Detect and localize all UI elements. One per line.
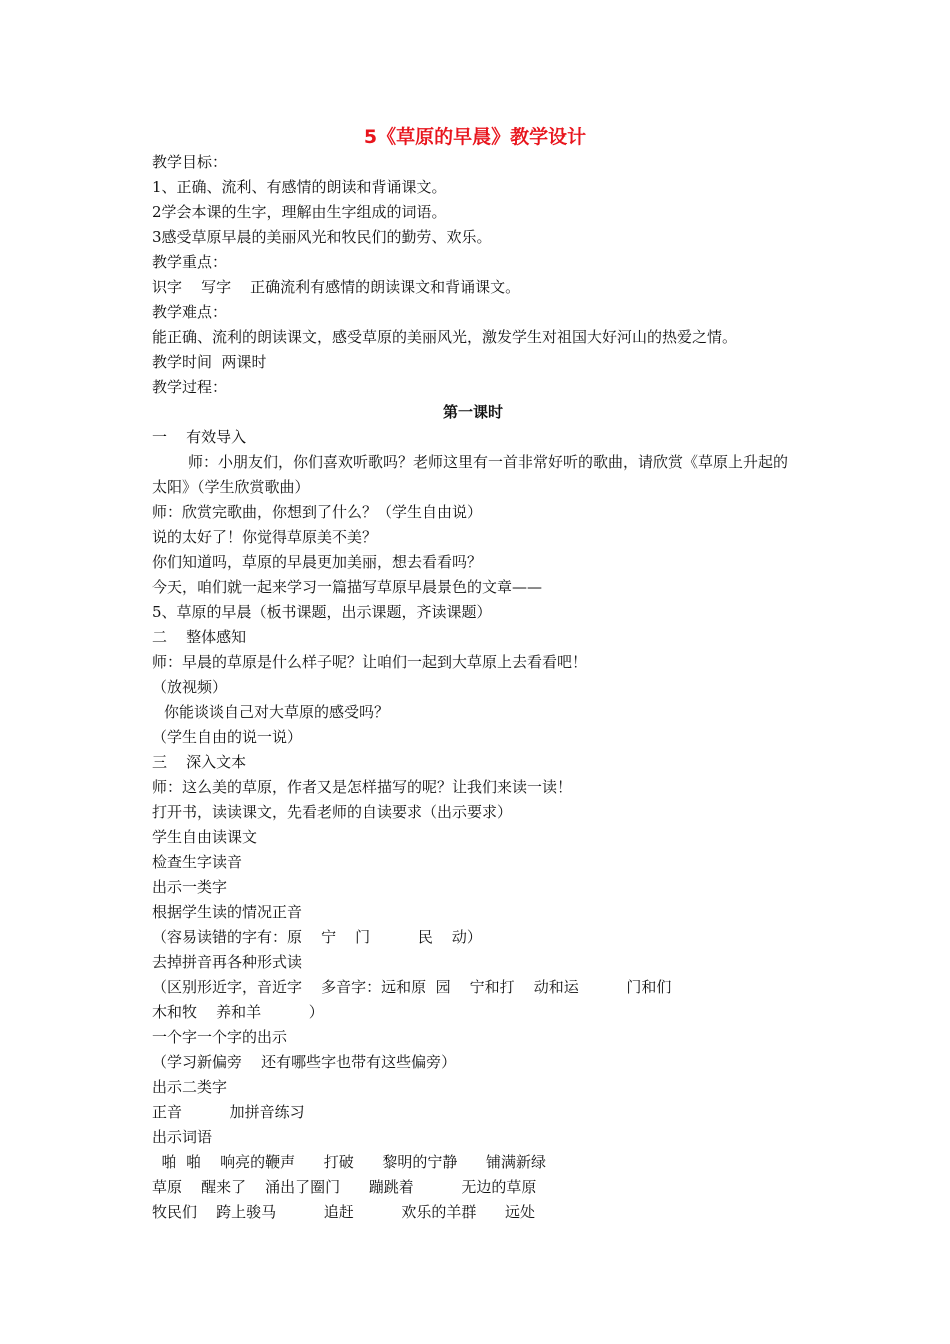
text-line: 木和牧 养和羊 ） [152,1003,324,1021]
text-line: 检查生字读音 [152,853,243,871]
text-line: 出示二类字 [152,1078,228,1096]
text-line: （学习新偏旁 还有哪些字也带有这些偏旁） [152,1053,457,1071]
text-line: 教学难点： [152,303,228,321]
text-line: 教学时间 两课时 [152,353,267,371]
text-line: 学生自由读课文 [152,828,258,846]
text-line: 打开书，读读课文，先看老师的自读要求（出示要求） [152,803,513,821]
text-line: 说的太好了！你觉得草原美不美？ [152,528,378,546]
document-title: 5《草原的早晨》教学设计 [363,126,587,148]
text-line: 太阳》（学生欣赏歌曲） [152,478,310,496]
text-line: 教学重点： [152,253,228,271]
text-line: 你们知道吗，草原的早晨更加美丽，想去看看吗？ [152,553,483,571]
text-line: 三 深入文本 [152,753,247,771]
text-line: 根据学生读的情况正音 [152,903,303,921]
text-line: 师：早晨的草原是什么样子呢？让咱们一起到大草原上去看看吧！ [152,653,588,671]
text-line: 出示词语 [152,1128,213,1146]
text-line: 师：这么美的草原，作者又是怎样描写的呢？让我们来读一读！ [152,778,573,796]
text-line: 5、草原的早晨（板书课题，出示课题，齐读课题） [152,603,492,621]
text-line: 你能谈谈自己对大草原的感受吗？ [164,703,390,721]
text-line: 能正确、流利的朗读课文，感受草原的美丽风光，激发学生对祖国大好河山的热爱之情。 [152,328,738,346]
text-line: （学生自由的说一说） [152,728,303,746]
text-line: 教学过程： [152,378,228,396]
text-line: 3感受草原早晨的美丽风光和牧民们的勤劳、欢乐。 [152,228,492,246]
section-heading: 第一课时 [442,403,503,421]
text-line: 教学目标： [152,153,228,171]
text-line: 草原 醒来了 涌出了圈门 蹦跳着 无边的草原 [152,1178,537,1196]
text-line: 一个字一个字的出示 [152,1028,288,1046]
text-line: 今天，咱们就一起来学习一篇描写草原早晨景色的文章—— [152,578,543,596]
document-body [116,150,830,1225]
text-line: 1、正确、流利、有感情的朗读和背诵课文。 [152,178,447,196]
text-line: 牧民们 跨上骏马 追赶 欢乐的羊群 远处 [152,1203,536,1221]
text-line: 去掉拼音再各种形式读 [152,953,303,971]
text-line: 师：小朋友们，你们喜欢听歌吗？老师这里有一首非常好听的歌曲，请欣赏《草原上升起的 [188,453,789,471]
text-line: 正音 加拼音练习 [152,1103,305,1121]
text-line: 啪 啪 响亮的鞭声 打破 黎明的宁静 铺满新绿 [152,1153,546,1171]
text-line: （放视频） [152,678,228,696]
text-line: （区别形近字，音近字 多音字：远和原 园 宁和打 动和运 门和们 [152,978,672,996]
text-line: 师：欣赏完歌曲，你想到了什么？（学生自由说） [152,503,483,521]
text-line: （容易读错的字有：原 宁 门 民 动） [152,928,482,946]
text-line: 2学会本课的生字，理解由生字组成的词语。 [152,203,447,221]
text-line: 识字 写字 正确流利有感情的朗读课文和背诵课文。 [152,278,521,296]
text-line: 一 有效导入 [152,428,247,446]
text-paragraph [116,450,830,500]
text-line: 出示一类字 [152,878,228,896]
text-line: 二 整体感知 [152,628,247,646]
